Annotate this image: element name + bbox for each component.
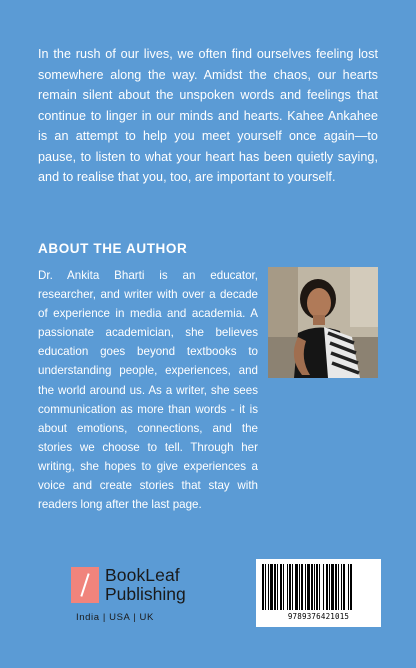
publisher-regions: India | USA | UK bbox=[76, 612, 154, 623]
about-author-heading: ABOUT THE AUTHOR bbox=[38, 241, 188, 256]
author-photo bbox=[268, 267, 378, 378]
isbn-number: 9789376421015 bbox=[287, 612, 350, 621]
isbn-barcode bbox=[256, 559, 381, 627]
back-cover-blurb: In the rush of our lives, we often find ourselves feeling lost somewhere along the way. Amidst the chaos, our hearts remain silent about the unspoken words and feelings that continue to linger in our minds and hearts. Kahee Ankahee is an attempt to help you meet yourself once again—to pause, to listen to what your heart has been quietly saying, and to realise that you, too, are important to yourself. bbox=[38, 47, 378, 184]
author-photo-illustration bbox=[268, 267, 378, 378]
publisher-name-line2: Publishing bbox=[105, 584, 186, 604]
publisher-logo bbox=[71, 567, 231, 627]
publisher-logo-icon bbox=[71, 567, 99, 603]
author-bio: Dr. Ankita Bharti is an educator, researcher, and writer with over a decade of experience in media and academia. A passionate academician, she believes education goes beyond textbooks to understanding people, experiences, and the world around us. As a writer, she sees communication as more than words - it is about emotions, connections, and the stories we choose to tell. Through her writing, she hopes to give experiences a voice and create stories that stay with readers long after the last page. bbox=[38, 269, 258, 512]
barcode-bars bbox=[262, 564, 375, 610]
publisher-name-line1: BookLeaf bbox=[105, 565, 180, 585]
